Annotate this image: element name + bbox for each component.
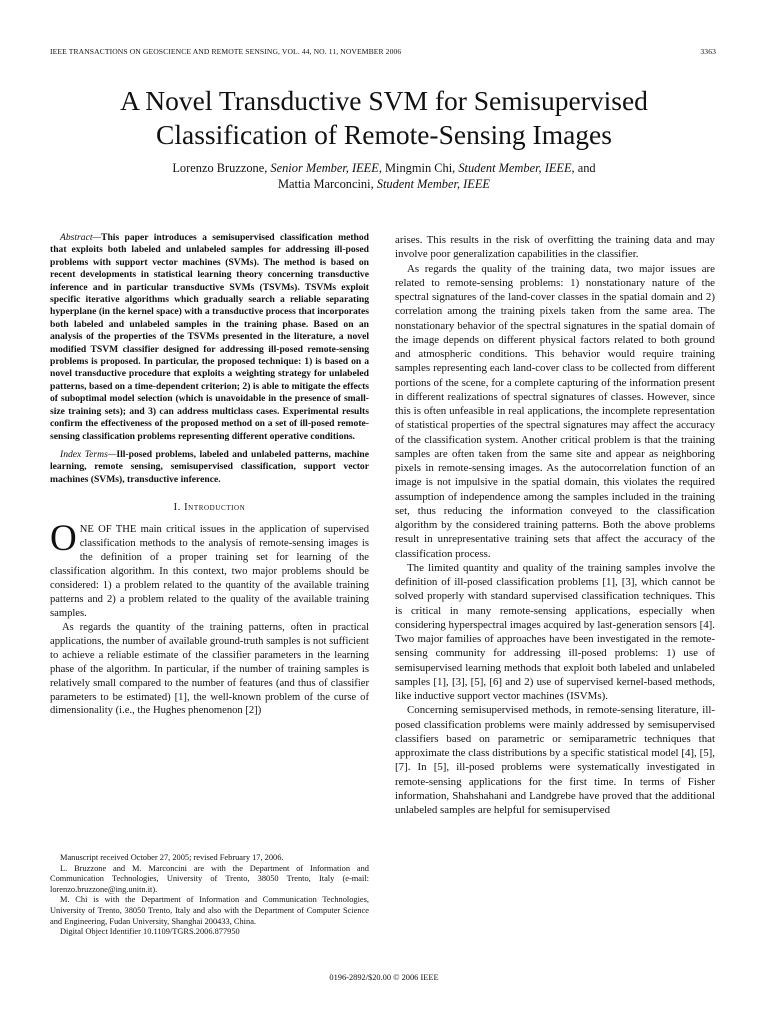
footnote-affiliation-1: L. Bruzzone and M. Marconcini are with the Department of Information and Communication Technologies, University of Trento, 38050 Trento, Italy (e-mail: lorenzo.bruzzone@ing.unitn.it).	[50, 863, 369, 894]
author-2-role: Student Member, IEEE	[458, 161, 572, 175]
author-1: Lorenzo Bruzzone,	[172, 161, 271, 175]
abstract-text: This paper introduces a semisupervised classification method that exploits both labeled and unlabeled samples for addressing ill-posed problems with support vector machines (SVMs). The method is based on recent developments in statistical learning theory concerning transductive inference and in particular transductive SVMs (TSVMs). TSVMs exploit specific iterative algorithms which gradually search a reliable separating hyperplane (in the kernel space) with a transductive process that incorporates both labeled and unlabeled samples in the training phase. Based on an analysis of the properties of the TSVMs presented in the literature, a novel modified TSVM classifier designed for addressing ill-posed remote-sensing problems is proposed. In particular, the proposed technique: 1) is based on a novel transductive procedure that exploits a weighting strategy for unlabeled patterns, based on a time-dependent criterion; 2) is able to mitigate the effects of suboptimal model selection (which is unavoidable in the presence of small-size training sets); and 3) can address multiclass cases. Experimental results confirm the effectiveness of the proposed method on a set of ill-posed remote-sensing classification problems representing different operative conditions.	[50, 232, 369, 442]
index-terms-text: Ill-posed problems, labeled and unlabeled patterns, machine learning, remote sensing, semisupervised classification, support vector machines (SVMs), transductive inference.	[50, 448, 369, 485]
left-column	[50, 232, 369, 718]
paper-title	[40, 84, 728, 152]
title-line-1: A Novel Transductive SVM for Semisupervised	[120, 85, 648, 116]
footnote-affiliation-2: M. Chi is with the Department of Information and Communication Technologies, University of Trento, 38050 Trento, Italy and also with the Department of Computer Science and Engineering, Fudan University, Shanghai 200433, China.	[50, 895, 369, 926]
index-terms	[50, 449, 369, 486]
right-column	[395, 233, 715, 817]
right-paragraph-4: Concerning semisupervised methods, in remote-sensing literature, ill-posed classification problems were mainly addressed by semisupervised classifiers based on parametric or semiparametric techniques that approximate the class distributions by a specific statistical model [4], [5], [7]. In [5], ill-posed problems were systematically investigated in remote-sensing applications for the first time. In terms of Fisher information, Shahshahani and Landgrebe have proved that the additional unlabeled samples are helpful for semisupervised	[395, 704, 715, 816]
author-1-role: Senior Member, IEEE	[270, 161, 379, 175]
footnote-manuscript: Manuscript received October 27, 2005; revised February 17, 2006.	[60, 853, 284, 862]
index-terms-lead: Index Terms—	[60, 448, 117, 460]
intro-paragraph-1-text: NE OF THE main critical issues in the application of supervised classification methods to the analysis of remote-sensing images is the definition of a proper training set for learning of the classification algorithm. In this context, two major problems should be considered: 1) a problem related to the quantity of the available training patterns and 2) a problem related to the quality of the available training samples.	[50, 524, 369, 619]
abstract-lead: Abstract—	[60, 232, 102, 243]
journal-name: IEEE TRANSACTIONS ON GEOSCIENCE AND REMOTE SENSING, VOL. 44, NO. 11, NOVEMBER 2006	[50, 47, 402, 56]
intro-paragraph-2: As regards the quantity of the training patterns, often in practical applications, the number of available ground-truth samples is not sufficient to achieve a reliable estimate of the classifier parameters in the learning phase of the algorithm. In particular, if the number of training samples is relatively small compared to the number of features (and thus of classifier parameters to be estimated) [1], the well-known problem of the curse of dimensionality (i.e., the Hughes phenomenon [2])	[50, 621, 369, 717]
title-line-2: Classification of Remote-Sensing Images	[156, 119, 612, 150]
author-line-1	[40, 160, 728, 176]
footnote-doi: Digital Object Identifier 10.1109/TGRS.2006.877950	[60, 927, 240, 937]
copyright-footer: 0196-2892/$20.00 © 2006 IEEE	[329, 973, 439, 982]
page-number: 3363	[700, 47, 716, 56]
author-2: , Mingmin Chi,	[378, 161, 459, 175]
right-paragraph-2: As regards the quality of the training data, two major issues are related to remote-sensing problems: 1) nonstationary nature of the spectral signatures of the land-cover classes in the spatial domain and 2) correlation among the training pixels taken from the same area. The nonstationary behavior of the spectral signatures in the spatial domain of the image depends on different physical factors related to both ground and atmospheric conditions. This behavior would require training samples representing each land-cover class to be collected from different portions of the scene, for a complete capturing of the information present in different realizations of spectral signatures of classes. However, since this is often unfeasible in real applications, the incomplete representation of statistical properties of the spectral signatures may affect the accuracy of the classification system. Another critical problem is that the training samples are often taken from the same site and appear as neighboring pixels in remote-sensing images. As the autocorrelation function of an image is not impulsive in the spatial domain, this violates the required assumption of independence among the samples included in the training set, thus reducing the information conveyed to the classification algorithm by the considered training patterns. Both the above problems result in unrepresentative training sets that affect the accuracy of the classification process.	[395, 262, 715, 560]
section-title: Introduction	[184, 502, 246, 514]
footnotes	[50, 853, 369, 938]
section-heading-introduction	[50, 501, 369, 515]
right-paragraph-3: The limited quantity and quality of the training samples involve the definition of ill-posed classification problems [1], [3], which cannot be solved properly with standard supervised classification techniques. This is critical in many remote-sensing applications, especially when considering hyperspectral images acquired by last-generation sensors [4]. Two major families of approaches have been investigated in the remote-sensing community for addressing ill-posed problems: 1) use of semisupervised learning methods that exploit both labeled and unlabeled samples [1], [3], [5], [6] and 2) use of supervised kernel-based methods, like inductive support vector machines (ISVMs).	[395, 561, 715, 702]
abstract	[50, 232, 369, 443]
section-number: I.	[173, 502, 185, 514]
author-2-tail: , and	[571, 161, 596, 175]
author-line-2	[40, 176, 728, 192]
author-block	[40, 160, 728, 192]
author-3-role: Student Member, IEEE	[376, 177, 490, 191]
drop-cap: O	[50, 518, 77, 560]
intro-paragraph-1	[50, 518, 369, 621]
author-3: Mattia Marconcini,	[278, 177, 377, 191]
running-head	[50, 47, 716, 56]
right-paragraph-1: arises. This results in the risk of overfitting the training data and may involve poor generalization capabilities in the classifier.	[395, 234, 715, 261]
